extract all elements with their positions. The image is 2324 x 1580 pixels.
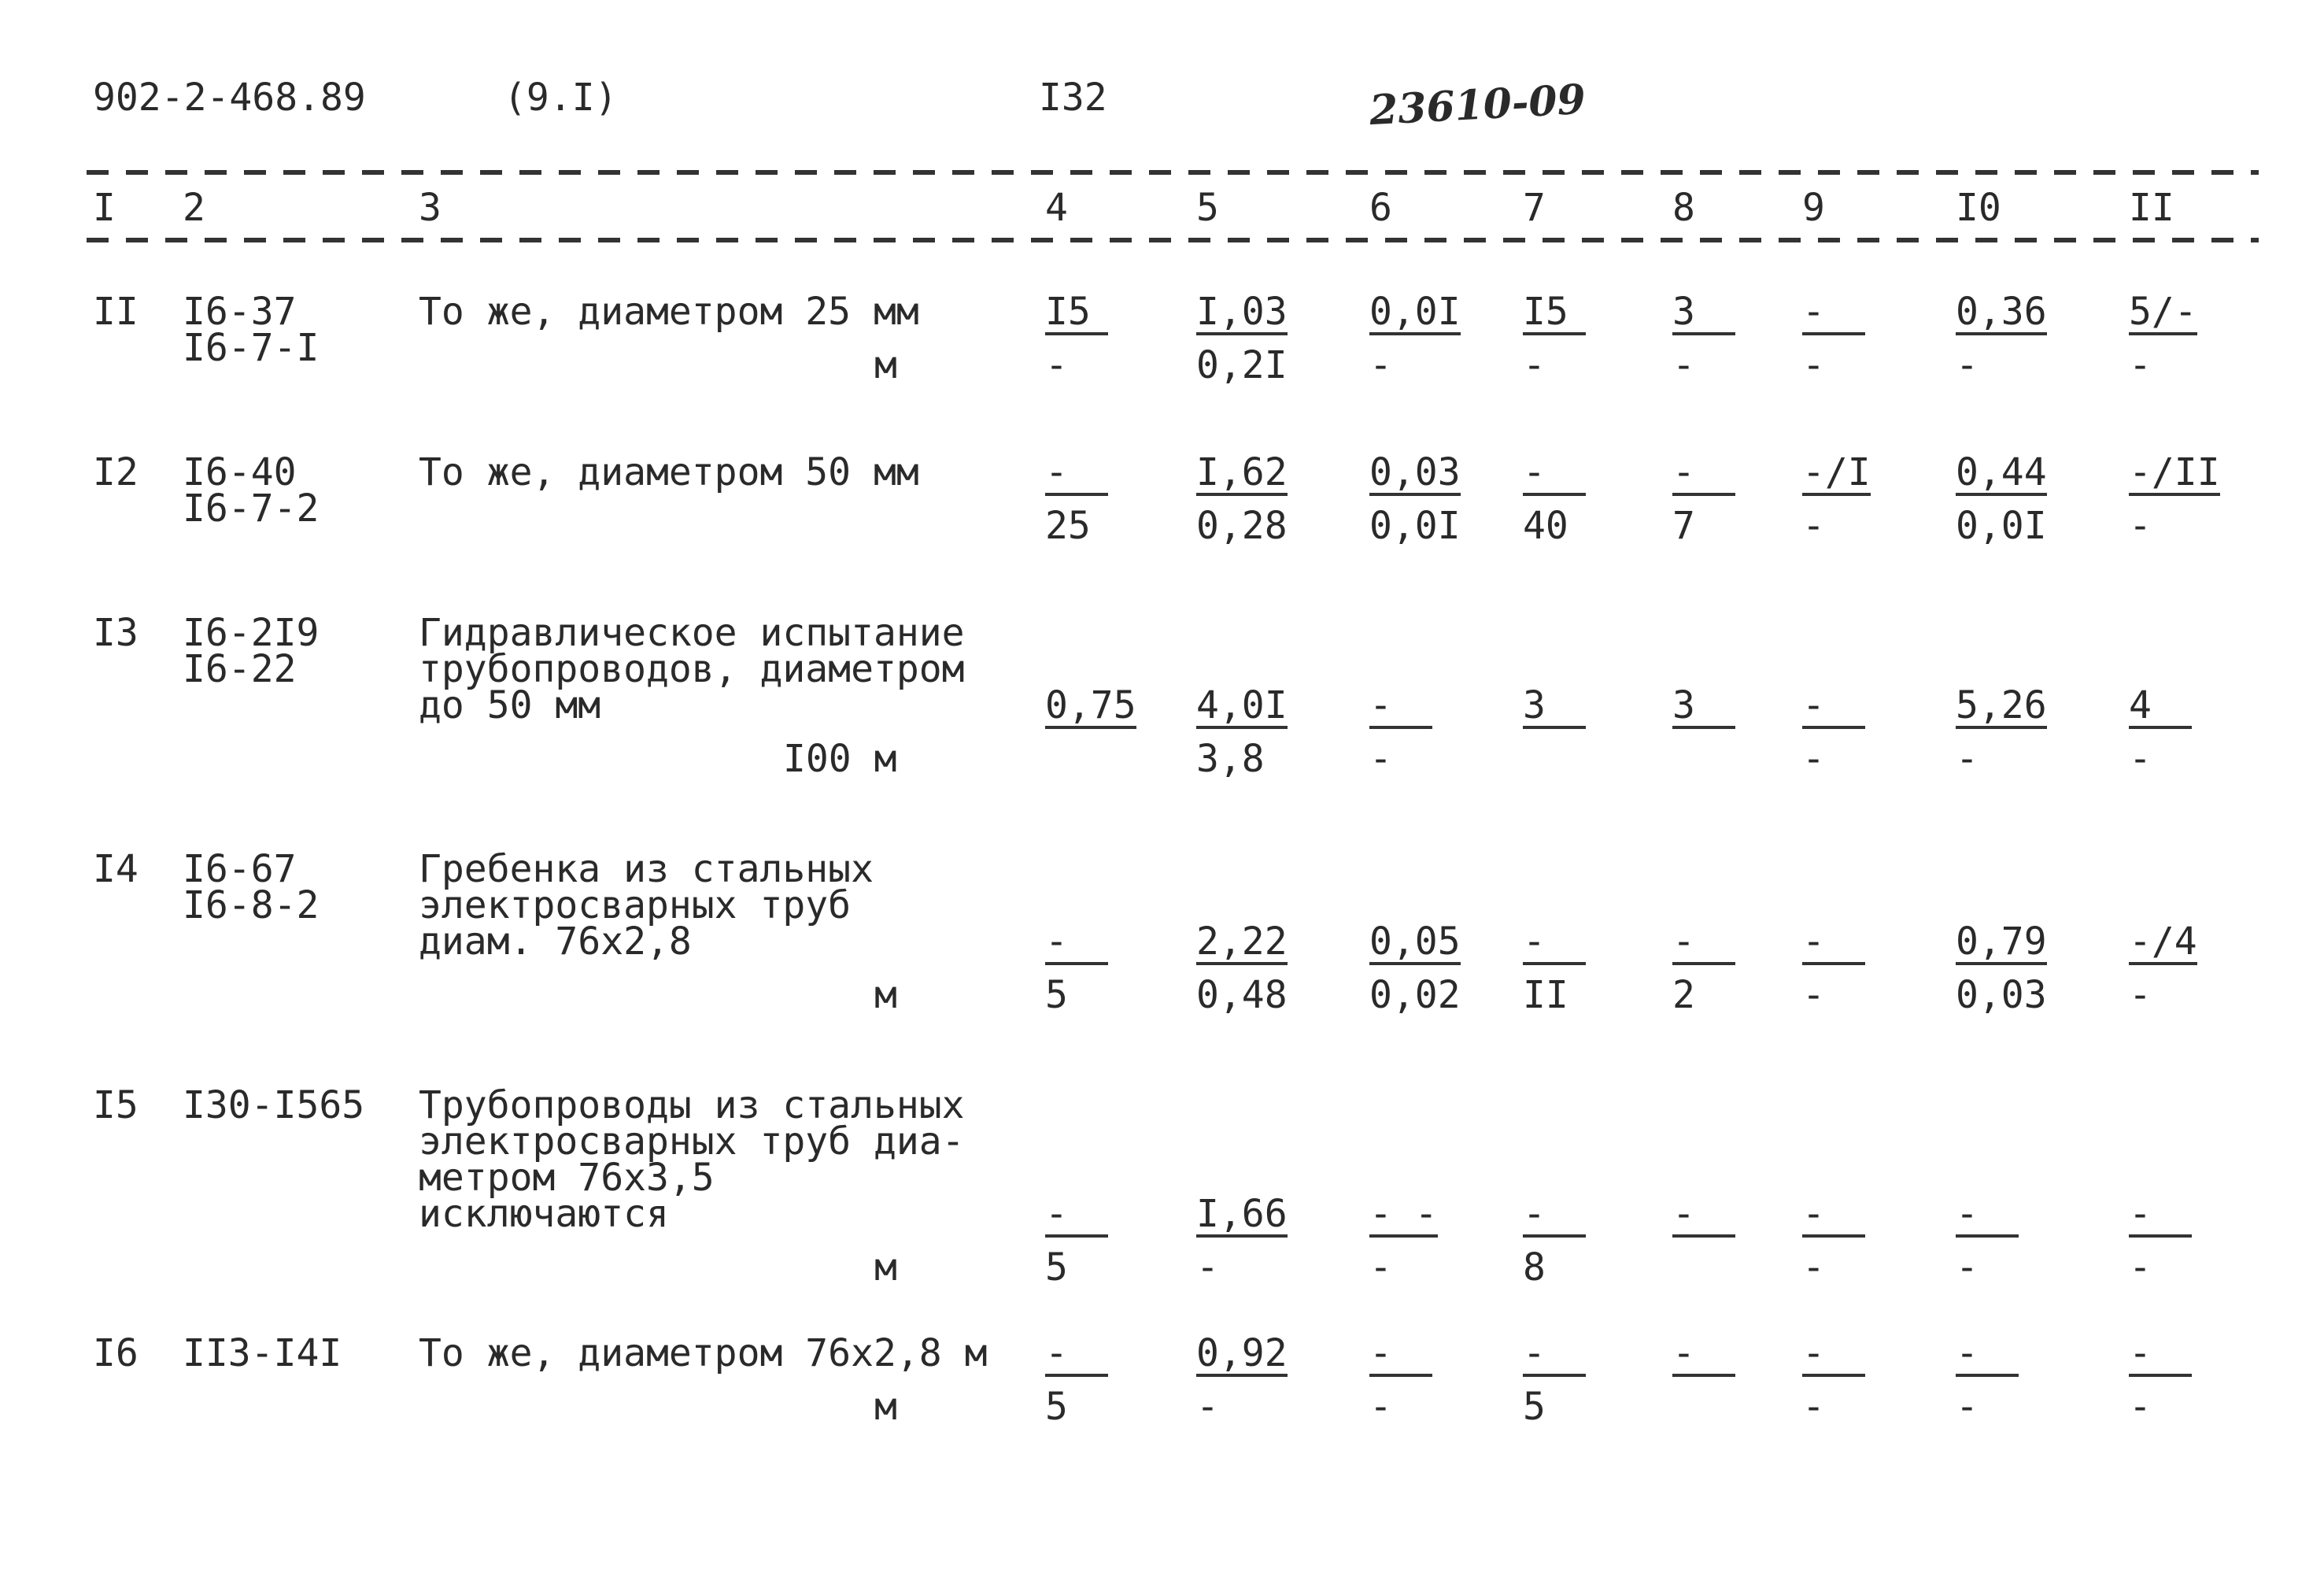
- row-description: То же, диаметром 25 мм: [419, 290, 919, 334]
- value-denominator: -: [1956, 737, 1979, 781]
- value-denominator: 5: [1045, 1245, 1068, 1290]
- value-denominator: 5: [1045, 973, 1068, 1017]
- value-denominator: -: [1956, 1385, 1979, 1429]
- column-header-6: 6: [1369, 186, 1392, 230]
- value-numerator: 0,44: [1956, 450, 2047, 494]
- value-numerator: 0,92: [1196, 1331, 1288, 1375]
- value-denominator: -: [1523, 343, 1546, 387]
- value-numerator: -: [1523, 1334, 1586, 1377]
- value-numerator: 0,79: [1956, 920, 2047, 964]
- section-number: (9.I): [504, 76, 618, 120]
- value-denominator: -: [1369, 1385, 1392, 1429]
- value-numerator: -: [1802, 686, 1865, 729]
- row-description: Гребенка из стальных: [419, 847, 874, 891]
- row-description: электросварных труб диа-: [419, 1119, 965, 1164]
- value-numerator: -: [1672, 1195, 1735, 1238]
- value-denominator: -: [1672, 343, 1695, 387]
- value-denominator: 7: [1672, 504, 1695, 548]
- column-header-3: 3: [419, 186, 442, 230]
- value-numerator: -/4: [2129, 920, 2197, 964]
- value-denominator: 0,48: [1196, 973, 1288, 1017]
- row-number: I4: [93, 847, 139, 891]
- value-numerator: -/II: [2129, 450, 2220, 494]
- value-numerator: -: [1802, 923, 1865, 965]
- value-numerator: I,66: [1196, 1192, 1288, 1236]
- column-header-11: II: [2129, 186, 2174, 230]
- row-description: диам. 76х2,8: [419, 920, 692, 964]
- value-numerator: 3: [1672, 686, 1735, 729]
- row-code: I6-67: [183, 847, 297, 891]
- value-numerator: -: [1369, 1334, 1432, 1377]
- value-denominator: -: [2129, 1245, 2152, 1290]
- row-code: I6-7-2: [183, 487, 320, 531]
- row-code: I6-37: [183, 290, 297, 334]
- value-numerator: -: [1802, 1334, 1865, 1377]
- value-denominator: -: [1802, 343, 1825, 387]
- row-description: до 50 мм: [419, 683, 601, 727]
- header-rule-top: [87, 170, 2259, 175]
- column-header-5: 5: [1196, 186, 1219, 230]
- row-code: I6-22: [183, 647, 297, 691]
- value-numerator: 2,22: [1196, 920, 1288, 964]
- value-denominator: -: [2129, 737, 2152, 781]
- value-numerator: -: [1672, 453, 1735, 496]
- value-numerator: 0,05: [1369, 920, 1461, 964]
- value-numerator: 0,36: [1956, 290, 2047, 334]
- value-denominator: 3,8: [1196, 737, 1265, 781]
- row-unit: м: [874, 973, 897, 1017]
- value-numerator: I5: [1523, 293, 1586, 335]
- value-numerator: 0,03: [1369, 450, 1461, 494]
- row-number: I6: [93, 1331, 139, 1375]
- handwritten-stamp: 23610-09: [1368, 75, 1587, 135]
- row-description: То же, диаметром 76х2,8 м: [419, 1331, 988, 1375]
- row-unit: м: [874, 343, 897, 387]
- value-numerator: 4: [2129, 686, 2192, 729]
- row-code: I6-2I9: [183, 611, 320, 655]
- value-denominator: -: [1802, 504, 1825, 548]
- value-denominator: -: [1369, 1245, 1392, 1290]
- value-denominator: -: [2129, 1385, 2152, 1429]
- value-denominator: 0,2I: [1196, 343, 1288, 387]
- row-unit: I00 м: [783, 737, 897, 781]
- value-numerator: -: [1672, 1334, 1735, 1377]
- row-number: I3: [93, 611, 139, 655]
- row-number: II: [93, 290, 139, 334]
- value-numerator: 4,0I: [1196, 683, 1288, 727]
- value-numerator: -: [2129, 1195, 2192, 1238]
- value-denominator: -: [1196, 1385, 1219, 1429]
- value-denominator: -: [1802, 737, 1825, 781]
- value-numerator: 3: [1672, 293, 1735, 335]
- value-denominator: -: [2129, 343, 2152, 387]
- value-denominator: 40: [1523, 504, 1568, 548]
- row-code: I6-7-I: [183, 326, 320, 370]
- value-denominator: 25: [1045, 504, 1091, 548]
- value-numerator: -: [1802, 1195, 1865, 1238]
- value-numerator: I5: [1045, 293, 1108, 335]
- value-numerator: -: [1045, 1195, 1108, 1238]
- doc-code: 902-2-468.89: [93, 76, 366, 120]
- value-denominator: II: [1523, 973, 1568, 1017]
- value-denominator: 0,28: [1196, 504, 1288, 548]
- value-denominator: -: [1956, 343, 1979, 387]
- value-denominator: 0,02: [1369, 973, 1461, 1017]
- column-header-2: 2: [183, 186, 205, 230]
- row-description: исключаются: [419, 1192, 669, 1236]
- row-description: То же, диаметром 50 мм: [419, 450, 919, 494]
- value-numerator: -: [1523, 1195, 1586, 1238]
- value-denominator: -: [1802, 973, 1825, 1017]
- row-description: метром 76х3,5: [419, 1156, 715, 1200]
- value-denominator: -: [1045, 343, 1068, 387]
- column-header-10: I0: [1956, 186, 2001, 230]
- row-code: I30-I565: [183, 1083, 365, 1127]
- value-denominator: -: [1802, 1245, 1825, 1290]
- value-numerator: -: [2129, 1334, 2192, 1377]
- value-denominator: -: [1956, 1245, 1979, 1290]
- value-numerator: -: [1369, 686, 1432, 729]
- value-numerator: -/I: [1802, 450, 1871, 494]
- row-unit: м: [874, 1245, 897, 1290]
- value-numerator: 3: [1523, 686, 1586, 729]
- row-description: Гидравлическое испытание: [419, 611, 965, 655]
- value-denominator: -: [1196, 1245, 1219, 1290]
- column-header-8: 8: [1672, 186, 1695, 230]
- value-numerator: -: [1045, 1334, 1108, 1377]
- value-numerator: -: [1523, 923, 1586, 965]
- value-numerator: -: [1672, 923, 1735, 965]
- value-numerator: -: [1956, 1334, 2019, 1377]
- value-numerator: I,03: [1196, 290, 1288, 334]
- value-numerator: 0,75: [1045, 683, 1136, 727]
- value-denominator: -: [1802, 1385, 1825, 1429]
- row-code: I6-8-2: [183, 883, 320, 927]
- row-description: трубопроводов, диаметром: [419, 647, 965, 691]
- value-numerator: 5/-: [2129, 290, 2197, 334]
- row-description: электросварных труб: [419, 883, 852, 927]
- row-description: Трубопроводы из стальных: [419, 1083, 965, 1127]
- value-denominator: 8: [1523, 1245, 1546, 1290]
- row-code: I6-40: [183, 450, 297, 494]
- row-number: I2: [93, 450, 139, 494]
- column-header-1: I: [93, 186, 116, 230]
- value-denominator: 0,0I: [1369, 504, 1461, 548]
- value-denominator: 0,03: [1956, 973, 2047, 1017]
- value-numerator: 5,26: [1956, 683, 2047, 727]
- row-unit: м: [874, 1385, 897, 1429]
- value-denominator: 0,0I: [1956, 504, 2047, 548]
- value-numerator: -: [1802, 293, 1865, 335]
- row-number: I5: [93, 1083, 139, 1127]
- page-number: I32: [1039, 76, 1107, 120]
- column-header-9: 9: [1802, 186, 1825, 230]
- value-denominator: -: [1369, 737, 1392, 781]
- row-code: II3-I4I: [183, 1331, 342, 1375]
- value-numerator: -: [1045, 923, 1108, 965]
- column-header-4: 4: [1045, 186, 1068, 230]
- value-numerator: -: [1956, 1195, 2019, 1238]
- value-denominator: 5: [1045, 1385, 1068, 1429]
- value-denominator: -: [2129, 504, 2152, 548]
- value-denominator: 5: [1523, 1385, 1546, 1429]
- value-denominator: -: [2129, 973, 2152, 1017]
- value-numerator: -: [1523, 453, 1586, 496]
- value-numerator: - -: [1369, 1192, 1438, 1236]
- header-rule-bottom: [87, 238, 2259, 242]
- value-numerator: I,62: [1196, 450, 1288, 494]
- value-denominator: -: [1369, 343, 1392, 387]
- column-header-7: 7: [1523, 186, 1546, 230]
- value-numerator: 0,0I: [1369, 290, 1461, 334]
- value-numerator: -: [1045, 453, 1108, 496]
- value-denominator: 2: [1672, 973, 1695, 1017]
